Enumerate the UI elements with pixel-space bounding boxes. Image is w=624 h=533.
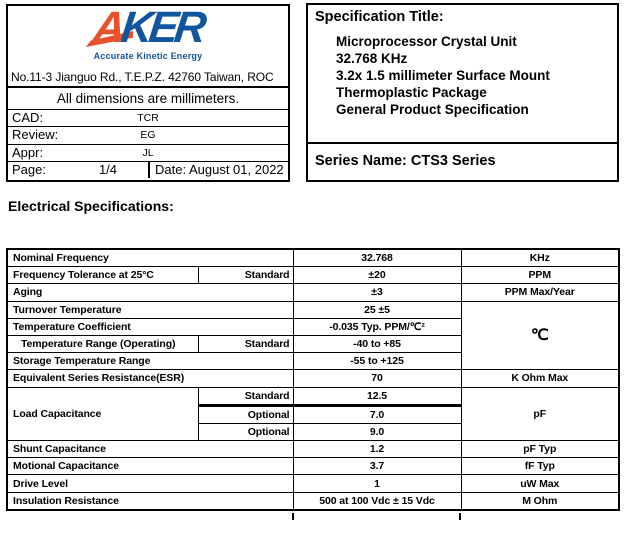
spec-table xyxy=(6,248,620,511)
spec-title-heading: Specification Title: xyxy=(315,9,444,25)
spec-title-line: 3.2x 1.5 millimeter Surface Mount xyxy=(336,68,550,83)
review-label: Review: xyxy=(12,127,59,143)
table-row xyxy=(7,441,619,458)
value-cell: 500 at 100 Vdc ± 15 Vdc xyxy=(293,492,461,510)
option-cell: Optional xyxy=(198,423,293,440)
value-cell: ±3 xyxy=(293,284,461,301)
table-row xyxy=(7,284,619,301)
value-cell: 1 xyxy=(293,475,461,492)
param-cell: Nominal Frequency xyxy=(7,249,293,267)
value-cell: 25 ±5 xyxy=(293,301,461,318)
dimensions-note: All dimensions are millimeters. xyxy=(8,88,288,110)
option-cell: Standard xyxy=(198,387,293,405)
table-border-stub xyxy=(292,513,294,520)
param-cell: Storage Temperature Range xyxy=(7,353,293,370)
value-cell: -0.035 Typ. PPM/℃² xyxy=(293,318,461,335)
value-cell: 12.5 xyxy=(293,387,461,405)
value-cell: 70 xyxy=(293,370,461,387)
company-logo xyxy=(5,3,290,52)
param-cell: Shunt Capacitance xyxy=(7,441,293,458)
spec-title-box xyxy=(306,3,619,182)
section-heading: Electrical Specifications: xyxy=(8,198,174,214)
table-row xyxy=(7,458,619,475)
review-value: EG xyxy=(140,129,156,142)
value-cell: 9.0 xyxy=(293,423,461,440)
table-row xyxy=(7,267,619,284)
appr-label: Appr: xyxy=(12,144,44,160)
appr-row xyxy=(8,144,288,161)
param-cell: Temperature Coefficient xyxy=(7,318,293,335)
unit-cell: ℃ xyxy=(461,301,619,370)
unit-cell: K Ohm Max xyxy=(461,370,619,387)
page-label: Page: xyxy=(12,161,46,177)
unit-cell: pF Typ xyxy=(461,441,619,458)
unit-cell: KHz xyxy=(461,249,619,267)
page-number: 1/4 xyxy=(98,161,118,177)
table-border-stub xyxy=(459,513,461,520)
unit-cell: pF xyxy=(461,387,619,441)
cad-value: TCR xyxy=(137,112,159,124)
table-row xyxy=(7,370,619,387)
param-cell: Frequency Tolerance at 25°C xyxy=(7,267,198,284)
spec-title-line: Thermoplastic Package xyxy=(336,85,487,100)
cad-label: CAD: xyxy=(12,110,44,125)
unit-cell: PPM xyxy=(461,267,619,284)
param-cell: Aging xyxy=(7,284,293,301)
logo-letters-ker: KER xyxy=(118,3,206,52)
review-row xyxy=(8,126,288,143)
company-address: No.11-3 Jianguo Rd., T.E.P.Z. 42760 Taiwan, ROC xyxy=(11,70,274,84)
appr-value: JL xyxy=(142,146,154,159)
series-name: Series Name: CTS3 Series xyxy=(315,153,496,169)
spec-title-section xyxy=(308,5,617,144)
page-row-divider xyxy=(148,161,150,178)
cad-row xyxy=(8,110,288,126)
param-cell: Equivalent Series Resistance(ESR) xyxy=(7,370,293,387)
page-row xyxy=(8,161,288,178)
value-cell: 1.2 xyxy=(293,441,461,458)
option-cell: Standard xyxy=(198,267,293,284)
spec-title-lines xyxy=(336,33,610,118)
option-cell: Optional xyxy=(198,405,293,423)
logo-letter-a: A xyxy=(90,3,125,52)
unit-cell: uW Max xyxy=(461,475,619,492)
table-row xyxy=(7,475,619,492)
value-cell: -40 to +85 xyxy=(293,335,461,352)
value-cell: ±20 xyxy=(293,267,461,284)
value-cell: -55 to +125 xyxy=(293,353,461,370)
param-cell: Insulation Resistance xyxy=(7,492,293,510)
unit-cell: M Ohm xyxy=(461,492,619,510)
unit-cell: PPM Max/Year xyxy=(461,284,619,301)
logo-tagline: Accurate Kinetic Energy xyxy=(93,51,203,61)
param-cell: Drive Level xyxy=(7,475,293,492)
table-row xyxy=(7,387,619,405)
title-block xyxy=(6,4,290,182)
value-cell: 32.768 xyxy=(293,249,461,267)
param-cell: Temperature Range (Operating) xyxy=(7,335,198,352)
table-row xyxy=(7,249,619,267)
table-row xyxy=(7,301,619,318)
value-cell: 7.0 xyxy=(293,405,461,423)
spec-title-line: 32.768 KHz xyxy=(336,51,408,66)
unit-cell: fF Typ xyxy=(461,458,619,475)
param-cell: Motional Capacitance xyxy=(7,458,293,475)
param-cell: Load Capacitance xyxy=(7,387,198,441)
option-cell: Standard xyxy=(198,335,293,352)
param-cell: Turnover Temperature xyxy=(7,301,293,318)
date-value: Date: August 01, 2022 xyxy=(155,161,284,177)
logo-area xyxy=(8,3,288,88)
spec-title-line: Microprocessor Crystal Unit xyxy=(336,34,517,49)
table-row xyxy=(7,492,619,510)
value-cell: 3.7 xyxy=(293,458,461,475)
spec-title-line: General Product Specification xyxy=(336,102,529,117)
